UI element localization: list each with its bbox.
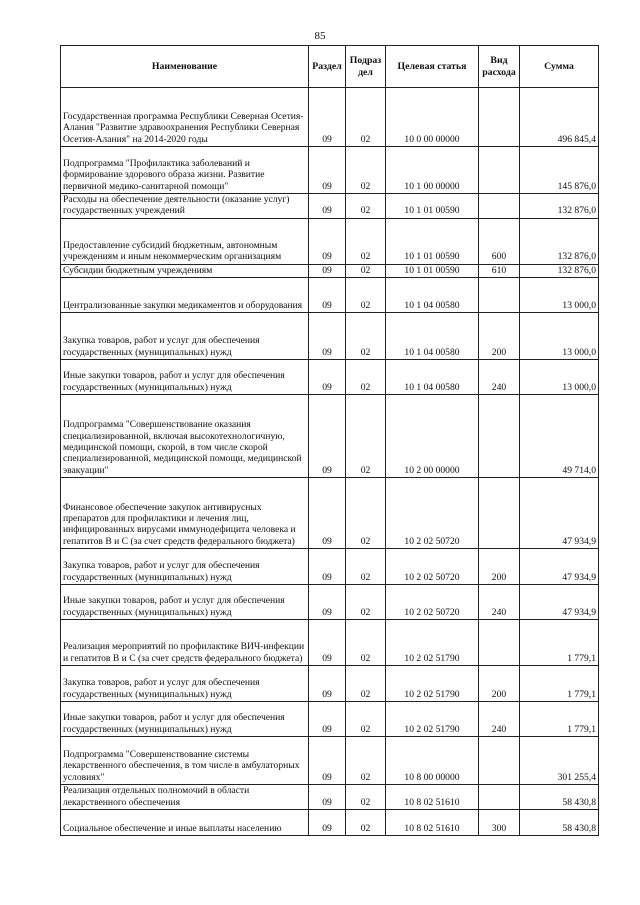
row-subsection-cell: 02 (346, 147, 386, 194)
header-section: Раздел (309, 46, 346, 88)
row-subsection-cell: 02 (346, 810, 386, 836)
row-name-cell: Реализация отдельных полномочий в области лекарственного обеспечения (61, 785, 309, 810)
row-type-cell: 240 (479, 702, 520, 737)
row-name-cell: Централизованные закупки медикаментов и оборудования (61, 278, 309, 313)
table-row (61, 785, 599, 810)
row-amount-cell: 132 876,0 (520, 194, 599, 219)
row-name-cell: Государственная программа Республики Северная Осетия-Алания "Развитие здравоохранения Республики Северная Осетия-Алания" на 2014-2020 годы (61, 88, 309, 147)
row-type-cell (479, 737, 520, 785)
row-amount-cell: 1 779,1 (520, 666, 599, 702)
row-section-cell: 09 (309, 785, 346, 810)
row-section-cell: 09 (309, 360, 346, 395)
row-target-cell: 10 0 00 00000 (386, 88, 479, 147)
row-target-cell: 10 1 04 00580 (386, 313, 479, 360)
row-section-cell: 09 (309, 395, 346, 478)
row-subsection-cell: 02 (346, 785, 386, 810)
row-amount-cell: 13 000,0 (520, 360, 599, 395)
table-row (61, 360, 599, 395)
row-section-cell: 09 (309, 549, 346, 585)
row-type-cell: 610 (479, 264, 520, 277)
row-amount-cell: 47 934,9 (520, 549, 599, 585)
row-section-cell: 09 (309, 810, 346, 836)
row-type-cell (479, 620, 520, 666)
header-expense-type: Вид расхода (479, 46, 520, 88)
row-subsection-cell: 02 (346, 585, 386, 620)
row-type-cell: 300 (479, 810, 520, 836)
row-type-cell (479, 278, 520, 313)
row-type-cell: 240 (479, 360, 520, 395)
row-amount-cell: 496 845,4 (520, 88, 599, 147)
row-target-cell: 10 1 01 00590 (386, 218, 479, 264)
row-amount-cell: 132 876,0 (520, 264, 599, 277)
row-section-cell: 09 (309, 278, 346, 313)
row-name-cell: Расходы на обеспечение деятельности (оказание услуг) государственных учреждений (61, 194, 309, 219)
table-row (61, 395, 599, 478)
row-subsection-cell: 02 (346, 478, 386, 549)
row-target-cell: 10 1 01 00590 (386, 194, 479, 219)
row-target-cell: 10 8 02 51610 (386, 810, 479, 836)
row-name-cell: Реализация мероприятий по профилактике ВИЧ-инфекции и гепатитов В и С (за счет средств федерального бюджета) (61, 620, 309, 666)
row-type-cell: 200 (479, 313, 520, 360)
row-amount-cell: 1 779,1 (520, 620, 599, 666)
row-target-cell: 10 2 02 51790 (386, 666, 479, 702)
table-row (61, 278, 599, 313)
row-subsection-cell: 02 (346, 278, 386, 313)
row-subsection-cell: 02 (346, 395, 386, 478)
row-section-cell: 09 (309, 702, 346, 737)
row-amount-cell: 47 934,9 (520, 478, 599, 549)
table-row (61, 737, 599, 785)
row-type-cell: 200 (479, 666, 520, 702)
row-type-cell: 600 (479, 218, 520, 264)
header-subsection: Подраз дел (346, 46, 386, 88)
row-subsection-cell: 02 (346, 218, 386, 264)
row-type-cell (479, 785, 520, 810)
row-type-cell (479, 478, 520, 549)
row-name-cell: Финансовое обеспечение закупок антивирусных препаратов для профилактики и лечения лиц, инфицированных вирусами иммунодефицита человека и гепатитов В и С (за счет средств федерального бюджета) (61, 478, 309, 549)
row-name-cell: Иные закупки товаров, работ и услуг для обеспечения государственных (муниципальных) нужд (61, 360, 309, 395)
row-subsection-cell: 02 (346, 737, 386, 785)
row-section-cell: 09 (309, 264, 346, 277)
row-subsection-cell: 02 (346, 264, 386, 277)
table-row (61, 702, 599, 737)
row-target-cell: 10 1 00 00000 (386, 147, 479, 194)
row-section-cell: 09 (309, 666, 346, 702)
table-row (61, 264, 599, 277)
row-amount-cell: 58 430,8 (520, 810, 599, 836)
table-header-row (61, 46, 599, 88)
row-name-cell: Социальное обеспечение и иные выплаты населению (61, 810, 309, 836)
row-section-cell: 09 (309, 313, 346, 360)
budget-table (60, 45, 599, 836)
header-name: Наименование (61, 46, 309, 88)
row-section-cell: 09 (309, 218, 346, 264)
row-target-cell: 10 2 02 50720 (386, 585, 479, 620)
row-section-cell: 09 (309, 478, 346, 549)
row-type-cell: 240 (479, 585, 520, 620)
table-row (61, 585, 599, 620)
row-section-cell: 09 (309, 620, 346, 666)
row-type-cell: 200 (479, 549, 520, 585)
row-target-cell: 10 8 00 00000 (386, 737, 479, 785)
row-target-cell: 10 2 02 50720 (386, 478, 479, 549)
row-subsection-cell: 02 (346, 549, 386, 585)
row-name-cell: Закупка товаров, работ и услуг для обеспечения государственных (муниципальных) нужд (61, 666, 309, 702)
table-row (61, 810, 599, 836)
row-name-cell: Иные закупки товаров, работ и услуг для обеспечения государственных (муниципальных) нужд (61, 702, 309, 737)
row-name-cell: Закупка товаров, работ и услуг для обеспечения государственных (муниципальных) нужд (61, 313, 309, 360)
row-amount-cell: 1 779,1 (520, 702, 599, 737)
row-amount-cell: 47 934,9 (520, 585, 599, 620)
row-name-cell: Подпрограмма "Профилактика заболеваний и формирование здорового образа жизни. Развитие первичной медико-санитарной помощи" (61, 147, 309, 194)
row-subsection-cell: 02 (346, 620, 386, 666)
row-target-cell: 10 1 01 00590 (386, 264, 479, 277)
row-amount-cell: 58 430,8 (520, 785, 599, 810)
row-subsection-cell: 02 (346, 88, 386, 147)
table-row (61, 147, 599, 194)
row-subsection-cell: 02 (346, 194, 386, 219)
row-amount-cell: 13 000,0 (520, 313, 599, 360)
row-section-cell: 09 (309, 585, 346, 620)
row-target-cell: 10 1 04 00580 (386, 278, 479, 313)
row-amount-cell: 301 255,4 (520, 737, 599, 785)
row-name-cell: Подпрограмма "Совершенствование системы лекарственного обеспечения, в том числе в амбулаторных условиях" (61, 737, 309, 785)
table-body (61, 88, 599, 836)
row-name-cell: Субсидии бюджетным учреждениям (61, 264, 309, 277)
row-target-cell: 10 8 02 51610 (386, 785, 479, 810)
table-row (61, 218, 599, 264)
row-type-cell (479, 88, 520, 147)
row-subsection-cell: 02 (346, 360, 386, 395)
row-target-cell: 10 2 02 50720 (386, 549, 479, 585)
table-row (61, 194, 599, 219)
row-subsection-cell: 02 (346, 313, 386, 360)
row-name-cell: Подпрограмма "Совершенствование оказания специализированной, включая высокотехнологичную, медицинской помощи, скорой, в том числе скорой специализированной, медицинской помощи, медицинской эвакуации" (61, 395, 309, 478)
row-name-cell: Предоставление субсидий бюджетным, автономным учреждениям и иным некоммерческим организациям (61, 218, 309, 264)
page-number: 85 (314, 30, 326, 42)
row-target-cell: 10 2 02 51790 (386, 702, 479, 737)
row-target-cell: 10 1 04 00580 (386, 360, 479, 395)
table-row (61, 549, 599, 585)
row-amount-cell: 13 000,0 (520, 278, 599, 313)
row-section-cell: 09 (309, 737, 346, 785)
row-target-cell: 10 2 00 00000 (386, 395, 479, 478)
row-section-cell: 09 (309, 147, 346, 194)
row-type-cell (479, 194, 520, 219)
row-section-cell: 09 (309, 88, 346, 147)
row-type-cell (479, 395, 520, 478)
row-amount-cell: 49 714,0 (520, 395, 599, 478)
row-amount-cell: 145 876,0 (520, 147, 599, 194)
row-section-cell: 09 (309, 194, 346, 219)
row-name-cell: Иные закупки товаров, работ и услуг для обеспечения государственных (муниципальных) нужд (61, 585, 309, 620)
table-row (61, 666, 599, 702)
table-row (61, 313, 599, 360)
header-amount: Сумма (520, 46, 599, 88)
table-row (61, 620, 599, 666)
row-name-cell: Закупка товаров, работ и услуг для обеспечения государственных (муниципальных) нужд (61, 549, 309, 585)
row-target-cell: 10 2 02 51790 (386, 620, 479, 666)
header-target: Целевая статья (386, 46, 479, 88)
row-subsection-cell: 02 (346, 666, 386, 702)
table-row (61, 478, 599, 549)
row-subsection-cell: 02 (346, 702, 386, 737)
table-row (61, 88, 599, 147)
row-type-cell (479, 147, 520, 194)
row-amount-cell: 132 876,0 (520, 218, 599, 264)
